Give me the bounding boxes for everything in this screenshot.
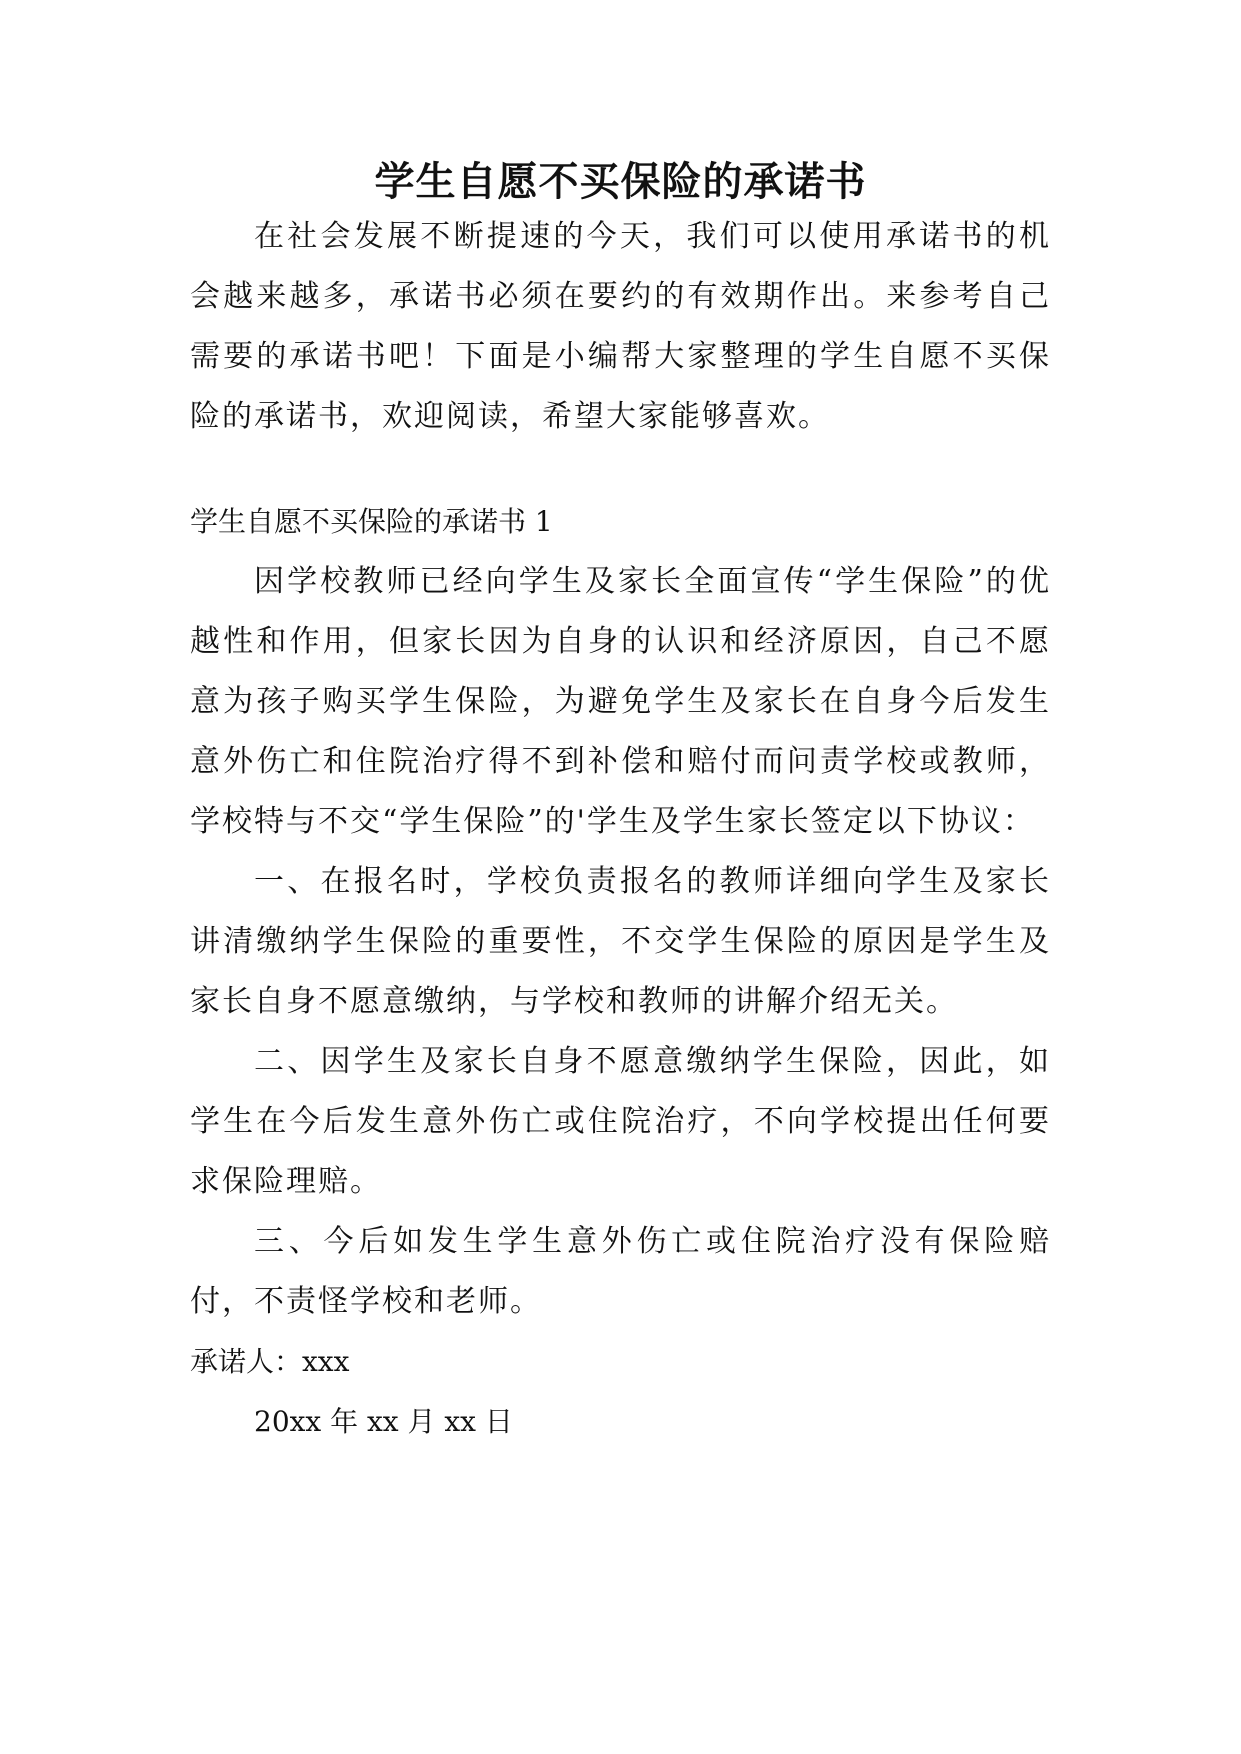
document-title: 学生自愿不买保险的承诺书 [374,159,867,205]
body-paragraph: 因学校教师已经向学生及家长全面宣传“学生保险”的优越性和作用，但家长因为自身的认识和经济原因，自己不愿意为孩子购买学生保险，为避免学生及家长在自身今后发生意外伤亡和住院治疗得不到补偿和赔付而问责学校或教师，学校特与不交“学生保险”的'学生及学生家长签定以下协议： [190,564,1051,839]
date-line: 20xx 年 xx 月 xx 日 [254,1405,513,1438]
document-page [190,150,1051,1452]
section-heading: 学生自愿不买保险的承诺书 1 [190,505,553,538]
clause-three-paragraph: 三、今后如发生学生意外伤亡或住院治疗没有保险赔付，不责怪学校和老师。 [190,1224,1051,1319]
intro-paragraph: 在社会发展不断提速的今天，我们可以使用承诺书的机会越来越多，承诺书必须在要约的有效期作出。来参考自己需要的承诺书吧！下面是小编帮大家整理的学生自愿不买保险的承诺书，欢迎阅读，希望大家能够喜欢。 [190,219,1051,434]
signer-line: 承诺人：xxx [190,1345,350,1378]
clause-one-paragraph: 一、在报名时，学校负责报名的教师详细向学生及家长讲清缴纳学生保险的重要性，不交学生保险的原因是学生及家长自身不愿意缴纳，与学校和教师的讲解介绍无关。 [190,864,1051,1019]
clause-two-paragraph: 二、因学生及家长自身不愿意缴纳学生保险，因此，如学生在今后发生意外伤亡或住院治疗，不向学校提出任何要求保险理赔。 [190,1044,1051,1199]
